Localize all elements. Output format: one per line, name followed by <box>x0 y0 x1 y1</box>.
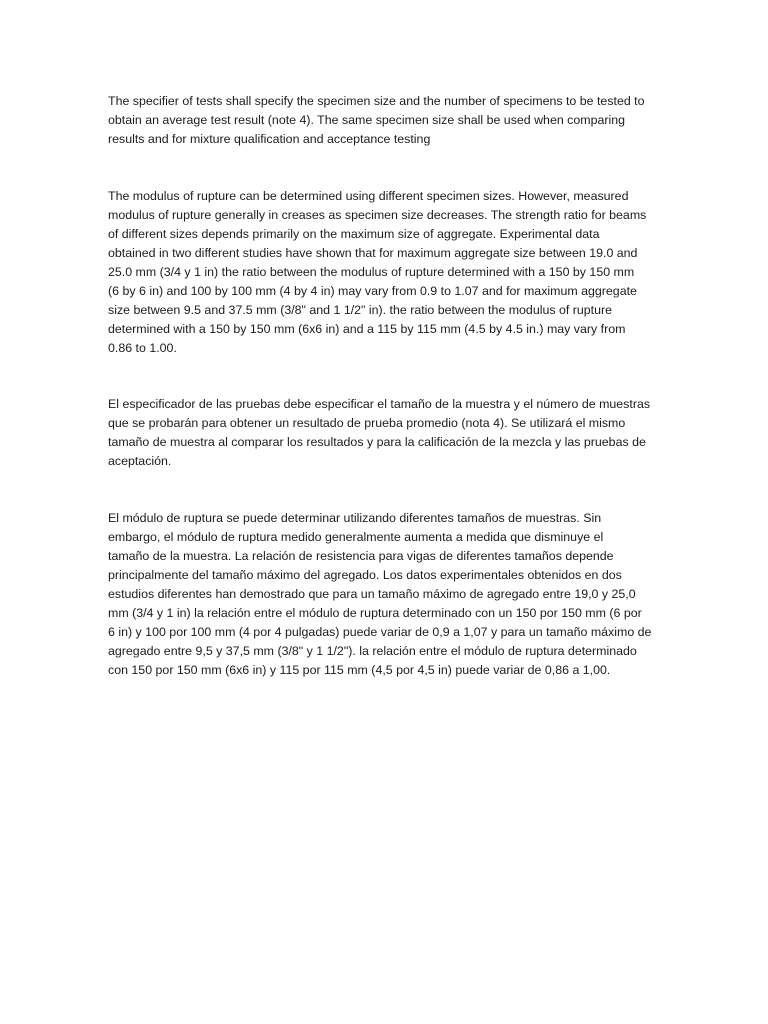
paragraph-specimen-size-es <box>108 395 748 471</box>
paragraph-specimen-size-en <box>108 92 748 149</box>
text-line: 0.86 to 1.00. <box>108 341 177 355</box>
text-line: principalmente del tamaño máximo del agregado. Los datos experimentales obtenidos en dos <box>108 568 622 582</box>
text-line: El módulo de ruptura se puede determinar utilizando diferentes tamaños de muestras. Sin <box>108 511 602 525</box>
text-line: tamaño de muestra al comparar los resultados y para la calificación de la mezcla y las pruebas de <box>108 435 646 449</box>
text-line: The specifier of tests shall specify the specimen size and the number of specimens to be tested to <box>108 94 645 108</box>
text-line: El especificador de las pruebas debe especificar el tamaño de la muestra y el número de muestras <box>108 397 651 411</box>
text-line: modulus of rupture generally in creases as specimen size decreases. The strength ratio for beams <box>108 208 647 222</box>
text-line: 25.0 mm (3/4 y 1 in) the ratio between the modulus of rupture determined with a 150 by 150 mm <box>108 265 635 279</box>
text-line: results and for mixture qualification and acceptance testing <box>108 132 431 146</box>
text-line: size between 9.5 and 37.5 mm (3/8" and 1 1/2" in). the ratio between the modulus of rupture <box>108 303 613 317</box>
text-line: obtain an average test result (note 4). The same specimen size shall be used when comparing <box>108 113 626 127</box>
text-line: of different sizes depends primarily on the maximum size of aggregate. Experimental data <box>108 227 600 241</box>
text-line: determined with a 150 by 150 mm (6x6 in) and a 115 by 115 mm (4.5 by 4.5 in.) may vary from <box>108 322 626 336</box>
text-line: embargo, el módulo de ruptura medido generalmente aumenta a medida que disminuye el <box>108 530 604 544</box>
text-line: obtained in two different studies have shown that for maximum aggregate size between 19.0 and <box>108 246 638 260</box>
text-line: 6 in) y 100 por 100 mm (4 por 4 pulgadas) puede variar de 0,9 a 1,07 y para un tamaño máximo de <box>108 625 652 639</box>
text-line: estudios diferentes han demostrado que para un tamaño máximo de agregado entre 19,0 y 25,0 <box>108 587 636 601</box>
text-line: que se probarán para obtener un resultado de prueba promedio (nota 4). Se utilizará el mismo <box>108 416 626 430</box>
text-line: aceptación. <box>108 454 172 468</box>
paragraph-modulus-of-rupture-en <box>108 187 748 358</box>
text-line: agregado entre 9,5 y 37,5 mm (3/8" y 1 1/2"). la relación entre el módulo de ruptura determinado <box>108 644 637 658</box>
text-line: tamaño de la muestra. La relación de resistencia para vigas de diferentes tamaños depende <box>108 549 614 563</box>
text-line: con 150 por 150 mm (6x6 in) y 115 por 115 mm (4,5 por 4,5 in) puede variar de 0,86 a 1,00. <box>108 663 611 677</box>
paragraph-modulus-of-rupture-es <box>108 509 748 680</box>
text-line: The modulus of rupture can be determined using different specimen sizes. However, measured <box>108 189 629 203</box>
text-line: mm (3/4 y 1 in) la relación entre el módulo de ruptura determinado con un 150 por 150 mm (6 por <box>108 606 642 620</box>
text-line: (6 by 6 in) and 100 by 100 mm (4 by 4 in) may vary from 0.9 to 1.07 and for maximum aggregate <box>108 284 637 298</box>
